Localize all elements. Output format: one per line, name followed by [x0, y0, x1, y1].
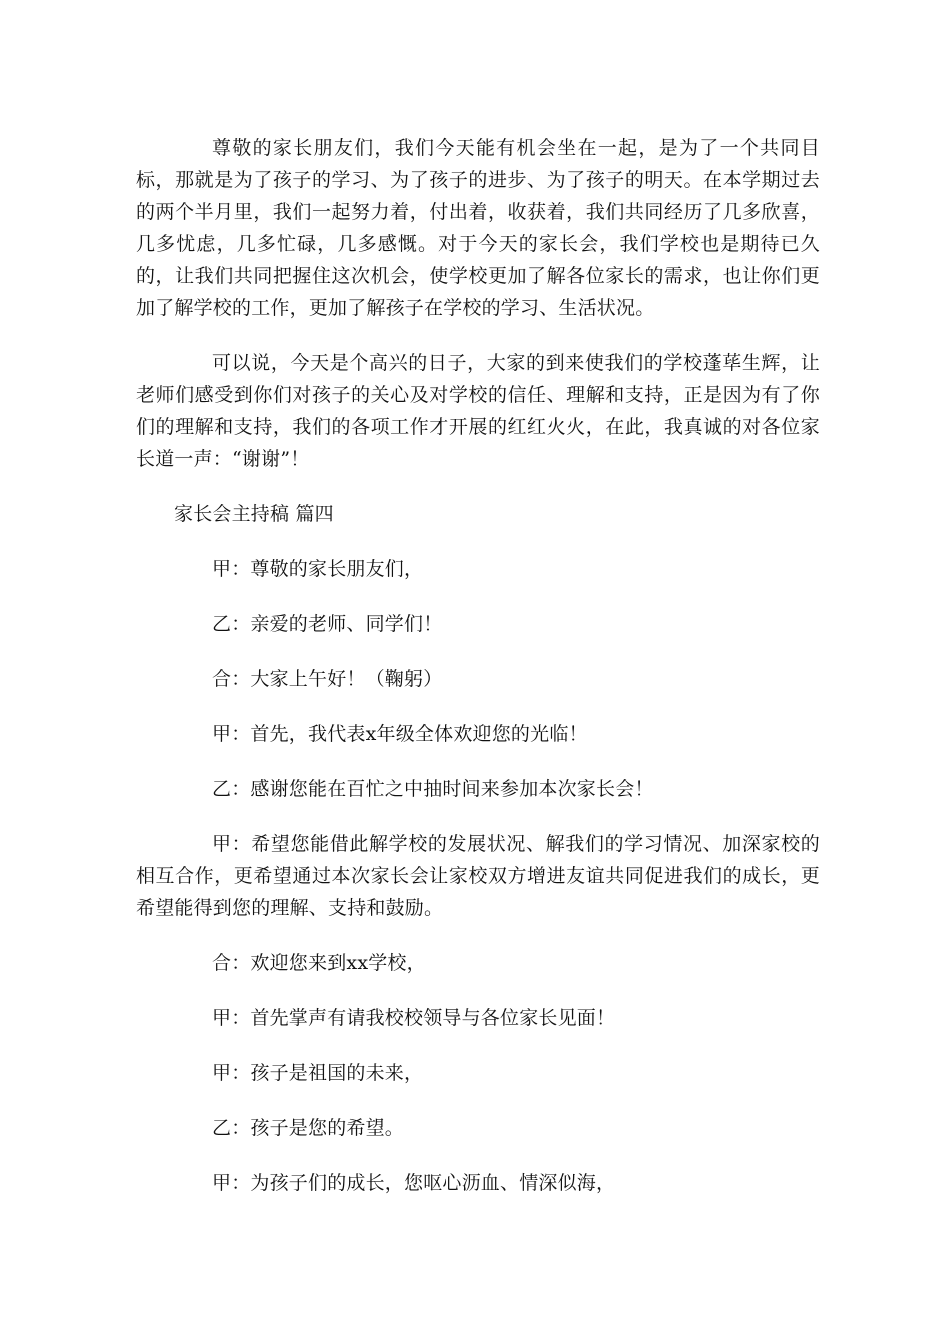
- script-line: 甲：为孩子们的成长，您呕心沥血、情深似海，: [212, 1172, 616, 1194]
- script-line: 合：大家上午好！（鞠躬）: [212, 668, 443, 690]
- script-line: 乙：亲爱的老师、同学们！: [212, 613, 443, 635]
- script-line: 甲：孩子是祖国的未来，: [212, 1062, 424, 1084]
- section-heading: 家长会主持稿 篇四: [174, 503, 334, 525]
- script-line: 甲：希望您能借此解学校的发展状况、解我们的学习情况、加深家校的相互合作，更希望通过本次家长会让家校双方增进友谊共同促进我们的成长，更希望能得到您的理解、支持和鼓励。: [136, 833, 820, 919]
- thanks-paragraph: 可以说，今天是个高兴的日子，大家的到来使我们的学校蓬荜生辉，让老师们感受到你们对孩子的关心及对学校的信任、理解和支持，正是因为有了你们的理解和支持，我们的各项工作才开展的红红火火，在此，我真诚的对各位家长道一声：“谢谢”！: [136, 352, 820, 470]
- script-line: 甲：首先掌声有请我校校领导与各位家长见面！: [212, 1007, 616, 1029]
- script-line: 甲：首先，我代表x年级全体欢迎您的光临！: [212, 723, 588, 745]
- script-line: 合：欢迎您来到xx学校，: [212, 952, 426, 974]
- script-line: 甲：尊敬的家长朋友们，: [212, 558, 424, 580]
- script-line: 乙：孩子是您的希望。: [212, 1117, 405, 1139]
- document-body: [136, 132, 820, 1222]
- script-line: 乙：感谢您能在百忙之中抽时间来参加本次家长会！: [212, 778, 654, 800]
- intro-paragraph: 尊敬的家长朋友们，我们今天能有机会坐在一起，是为了一个共同目标，那就是为了孩子的学习、为了孩子的进步、为了孩子的明天。在本学期过去的两个半月里，我们一起努力着，付出着，收获着，我们共同经历了几多欣喜，几多忧虑，几多忙碌，几多感慨。对于今天的家长会，我们学校也是期待已久的，让我们共同把握住这次机会，使学校更加了解各位家长的需求，也让你们更加了解学校的工作，更加了解孩子在学校的学习、生活状况。: [136, 137, 820, 319]
